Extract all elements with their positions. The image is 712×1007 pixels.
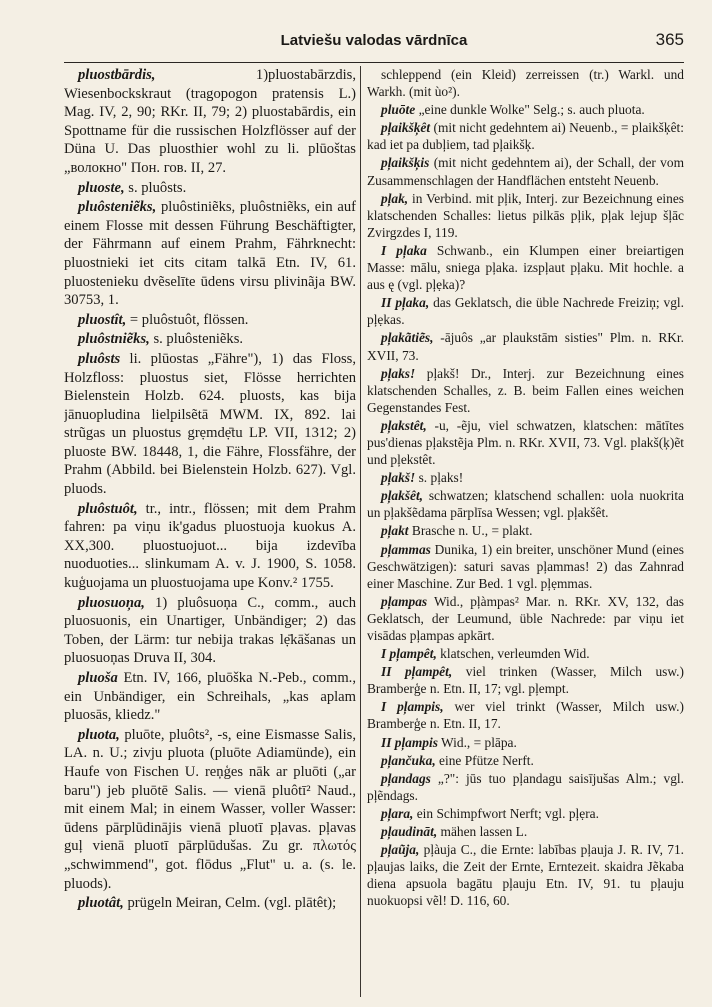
- entry-headword: pluotât,: [78, 895, 124, 912]
- entry-text: Etn. IV, 166, pluōška N.-Peb., comm., ein Unbändiger, ein Schreihals, „kas aplam pluosās, kliedz.": [64, 670, 356, 724]
- dictionary-entry: [64, 311, 356, 330]
- entry-headword: pļaũja,: [381, 842, 420, 858]
- entry-text: das Geklatsch, die üble Nachrede Freiziņ; vgl. pļẹkas.: [367, 295, 684, 328]
- entry-headword: pluostît,: [78, 311, 127, 328]
- entry-text: schwatzen; klatschend schallen: uola nuokrita un pļakšẽdama pārplīsa Wessen; vgl. pļakšêt.: [367, 488, 684, 521]
- dictionary-entry: [367, 119, 684, 153]
- entry-headword: pļak,: [381, 190, 409, 206]
- entry-text: -u, -ẽju, viel schwatzen, klatschen: mātītes pus'dienas pļakstẽja Plm. n. RKr. XVII, 73. Vgl. plakš(ķ)ẽt und pļekstêt.: [367, 417, 684, 468]
- dictionary-entry: [367, 698, 684, 732]
- entry-headword: pluōte: [381, 102, 416, 118]
- entry-headword: pluoša: [78, 670, 118, 686]
- page-number: 365: [655, 30, 684, 49]
- dictionary-entry: [367, 190, 684, 241]
- entry-text: s. pluôsts.: [128, 179, 187, 196]
- dictionary-entry: [367, 805, 684, 822]
- entry-text: „?": jūs tuo pļandagu saisījušas Alm.; vgl. pļẽndags.: [367, 770, 684, 803]
- entry-headword: pluôsteniẽks,: [78, 199, 157, 216]
- entry-headword: I pļampêt,: [381, 646, 437, 662]
- dictionary-entry: [64, 726, 356, 893]
- entry-text: mähen lassen L.: [440, 824, 528, 840]
- entry-headword: pļakãtiẽs,: [381, 330, 434, 346]
- entry-headword: pluota,: [78, 726, 120, 743]
- entry-text: Wid., = plāpa.: [441, 734, 517, 750]
- dictionary-entry: [367, 752, 684, 769]
- dictionary-entry: [367, 329, 684, 363]
- entry-text: Schwanb., ein Klumpen einer breiartigen Masse: mālu, sniega pļaka. izspļaut pļaku. Mit hochle. a aus ę (vgl. pļẹka)?: [367, 242, 684, 293]
- dictionary-entry: [367, 645, 684, 662]
- entry-headword: pļaudināt,: [381, 824, 438, 840]
- entry-text: prügeln Meiran, Celm. (vgl. plātêt);: [127, 895, 337, 912]
- dictionary-entry: [64, 198, 356, 310]
- entry-headword: pļakt: [381, 523, 409, 539]
- entry-headword: pļammas: [381, 541, 431, 557]
- entry-text: (mit nicht gedehntem ai) Neuenb., = plaikšķêt: kad iet pa dubļiem, tad pļaikšķ.: [367, 120, 684, 153]
- entry-text: viel trinken (Wasser, Milch usw.) Bramberģe n. Etn. II, 17; vgl. pļempt.: [367, 664, 684, 697]
- entry-headword: pluosuoņa,: [78, 594, 145, 611]
- entry-text: li. plūostas „Fähre"), 1) das Floss, Holzfloss: pluostus siet, Flösse herrichten Bielenstein Holzb. 624. pluosts, kas bija jānuopludina lielpilsẽtā MWM. IX, 892. lai strũgas un pluostus grẹmdẹ̄tu LP. VII, 1312; 2) pluoste BW. 18448, 1, die Fähre, Flossfähre, der Prahm (Abbild. bei Bielenstein Holzb. 627). Vgl. pluods.: [64, 350, 356, 498]
- entry-headword: I pļaka: [381, 242, 427, 258]
- entry-text: 1)pluostabārzdis, Wiesenbockskraut (tragopogon pratensis L.) Mag. IV, 2, 90; RKr. II, 79; 2) pluostabārdis, ein Spottname für die russischen Holzflösser auf der Düna U. Das pluosthier wohl zu li. plūoštas „волокно" Пон. гов. II, 27.: [64, 67, 356, 176]
- entry-headword: pļančuka,: [381, 752, 436, 768]
- entry-text: tr., intr., flössen; mit dem Prahm fahren: pa viṇu ik'gadus pluostuoja kuokus A. XX,300. pluostuojuot... bija izdevība nuoduoties... slinkumam A. v. J. 1900, S. 1058. kuģuojama un pluostuojama upe Konv.² 1755.: [64, 500, 356, 592]
- entry-text: s. pluôsteniẽks.: [153, 331, 244, 348]
- dictionary-entry: [367, 242, 684, 293]
- entry-text: Dunika, 1) ein breiter, unschöner Mund (eines Geschwätzigen): saturi savas pļammas! 2) das Zahnrad einer Maschine. Zur Bed. 1 vgl. pļẹmmas.: [367, 541, 684, 591]
- entry-text: wer viel trinkt (Wasser, Milch usw.) Bramberģe n. Etn. II, 17.: [367, 699, 684, 732]
- dictionary-entry: [367, 101, 684, 118]
- dictionary-entry: [64, 330, 356, 349]
- entry-text: pļakš! Dr., Interj. zur Bezeichnung eines klatschenden Schalles, z. B. beim Fallen eines weichen Gegenstandes Fest.: [367, 365, 684, 415]
- entry-text: in Verbind. mit pļik, Interj. zur Bezeichnung eines klatschenden Schalles: lietus pilkās pļik, pļak lejup šļāc Zvirgzdes I, 119.: [367, 190, 684, 240]
- dictionary-entry: [367, 841, 684, 909]
- entry-headword: pluoste,: [78, 179, 125, 196]
- entry-text: ein Schimpfwort Nerft; vgl. pļẹra.: [416, 805, 599, 821]
- dictionary-entry: [367, 541, 684, 592]
- dictionary-entry: [367, 734, 684, 751]
- column-divider: [360, 66, 361, 997]
- entry-headword: I pļampis,: [381, 699, 444, 715]
- dictionary-entry: [64, 179, 356, 198]
- entry-text: 1) pluôsuoņa C., comm., auch pluosuonis, ein Unartiger, Unbändiger; 2) das Toben, der Lärm: tur nebija trakas lẹ̄kāšanas un pluosuoņas Druva II, 304.: [64, 594, 356, 667]
- entry-text: „eine dunkle Wolke" Selg.; s. auch pluota.: [418, 102, 645, 118]
- dictionary-entry: [367, 770, 684, 804]
- entry-headword: pļandags: [381, 770, 431, 786]
- dictionary-entry: [367, 294, 684, 328]
- dictionary-entry: [367, 417, 684, 468]
- entry-headword: pļakš!: [381, 470, 416, 486]
- entry-headword: pļampas: [381, 593, 428, 609]
- dictionary-entry: [64, 594, 356, 668]
- entry-text: Wid., pļàmpas² Mar. n. RKr. XV, 132, das Geklatsch, der Leumund, üble Nachrede: par viņu iet visādas pļampas apkārt.: [367, 593, 684, 643]
- entry-headword: II pļampêt,: [381, 664, 453, 680]
- entry-headword: pluôstniẽks,: [78, 331, 150, 348]
- running-title: Latviešu valodas vārdnīca: [280, 32, 468, 49]
- entry-headword: pļara,: [381, 805, 414, 821]
- dictionary-entry: [64, 669, 356, 725]
- page-header: [64, 22, 684, 63]
- right-column: [367, 66, 684, 997]
- dictionary-entry: [64, 894, 356, 913]
- entry-headword: pļaks!: [381, 365, 416, 381]
- entry-text: -ājuôs „ar plaukstām sisties" Plm. n. RKr. XVII, 73.: [367, 330, 684, 363]
- entry-headword: pluostbārdis,: [78, 67, 156, 83]
- dictionary-entry: [367, 823, 684, 840]
- dictionary-entry: [64, 350, 356, 499]
- entry-headword: pļakšêt,: [381, 488, 424, 504]
- entry-headword: pļaikšķêt: [381, 120, 431, 136]
- entry-headword: pļaikšķis: [381, 155, 430, 171]
- entry-headword: pluôstuôt,: [78, 500, 138, 517]
- entry-headword: II pļampis: [381, 734, 438, 750]
- dictionary-entry: [367, 522, 684, 539]
- entry-text: klatschen, verleumden Wid.: [440, 646, 590, 662]
- entry-text: = pluôstuôt, flössen.: [129, 311, 249, 328]
- left-column: [64, 66, 356, 997]
- entry-text: eine Pfütze Nerft.: [439, 752, 534, 768]
- entry-headword: pluôsts: [78, 350, 121, 367]
- entry-text: pļàuja C., die Ernte: labības pļauja J. R. IV, 71. pļaujas laiks, die Zeit der Ernte, Erntezeit. skaidra Jẽkaba diena apsuola bagātu pļauju Etn. IV, 91. tu pļauju nuokuopsi vẽl! D. 116, 60.: [367, 842, 684, 909]
- entry-text: Brasche n. U., = plakt.: [411, 523, 533, 539]
- entry-text: schleppend (ein Kleid) zerreissen (tr.) Warkl. und Warkh. (mit ùo²).: [367, 67, 684, 100]
- entry-headword: II pļaka,: [381, 295, 430, 311]
- entry-text: s. pļaks!: [418, 470, 464, 486]
- entry-text: (mit nicht gedehntem ai), der Schall, der vom Zusammenschlagen der Handflächen entsteht Neuenb.: [367, 155, 684, 188]
- dictionary-entry: [367, 66, 684, 100]
- dictionary-entry: [367, 487, 684, 521]
- entry-headword: pļakstêt,: [381, 417, 427, 433]
- entry-text: pluôstiniẽks, pluôstniẽks, ein auf einem Flosse mit dessen Führung Beschäftigter, der Fährmann auf einem Prahm, Fährknecht: pluostnieki iet cits citam talkā Etn. IV, 61. pluostenieku dvẽselīte ūdens virsu plivinãja BW. 30753, 1.: [64, 199, 356, 309]
- dictionary-entry: [367, 365, 684, 416]
- dictionary-entry: [367, 663, 684, 697]
- dictionary-entry: [367, 593, 684, 644]
- dictionary-entry: [367, 469, 684, 486]
- dictionary-entry: [367, 154, 684, 188]
- entry-text: pluōte, pluôts², -s, eine Eismasse Salis, LA. n. U.; zivju pluota (pluōte Adiamünde), ein Haufe von Fischen U. reņģes nāk ar pluōti („ar baru") jeb pluōtē Salis. — vienā pluôtī² Naud., mit einem Mal; in einem Wasser, voller Wasser: ūdens pārplūdinājis vienā pluotī pļavas. pļavas guļ vienā pluotī pārplūdušas. Zu gr. πλωτός „schwimmend", got. flōdus „Flut" u. a. (s. le. pluods).: [64, 726, 356, 892]
- dictionary-entry: [64, 66, 356, 178]
- dictionary-entry: [64, 500, 356, 593]
